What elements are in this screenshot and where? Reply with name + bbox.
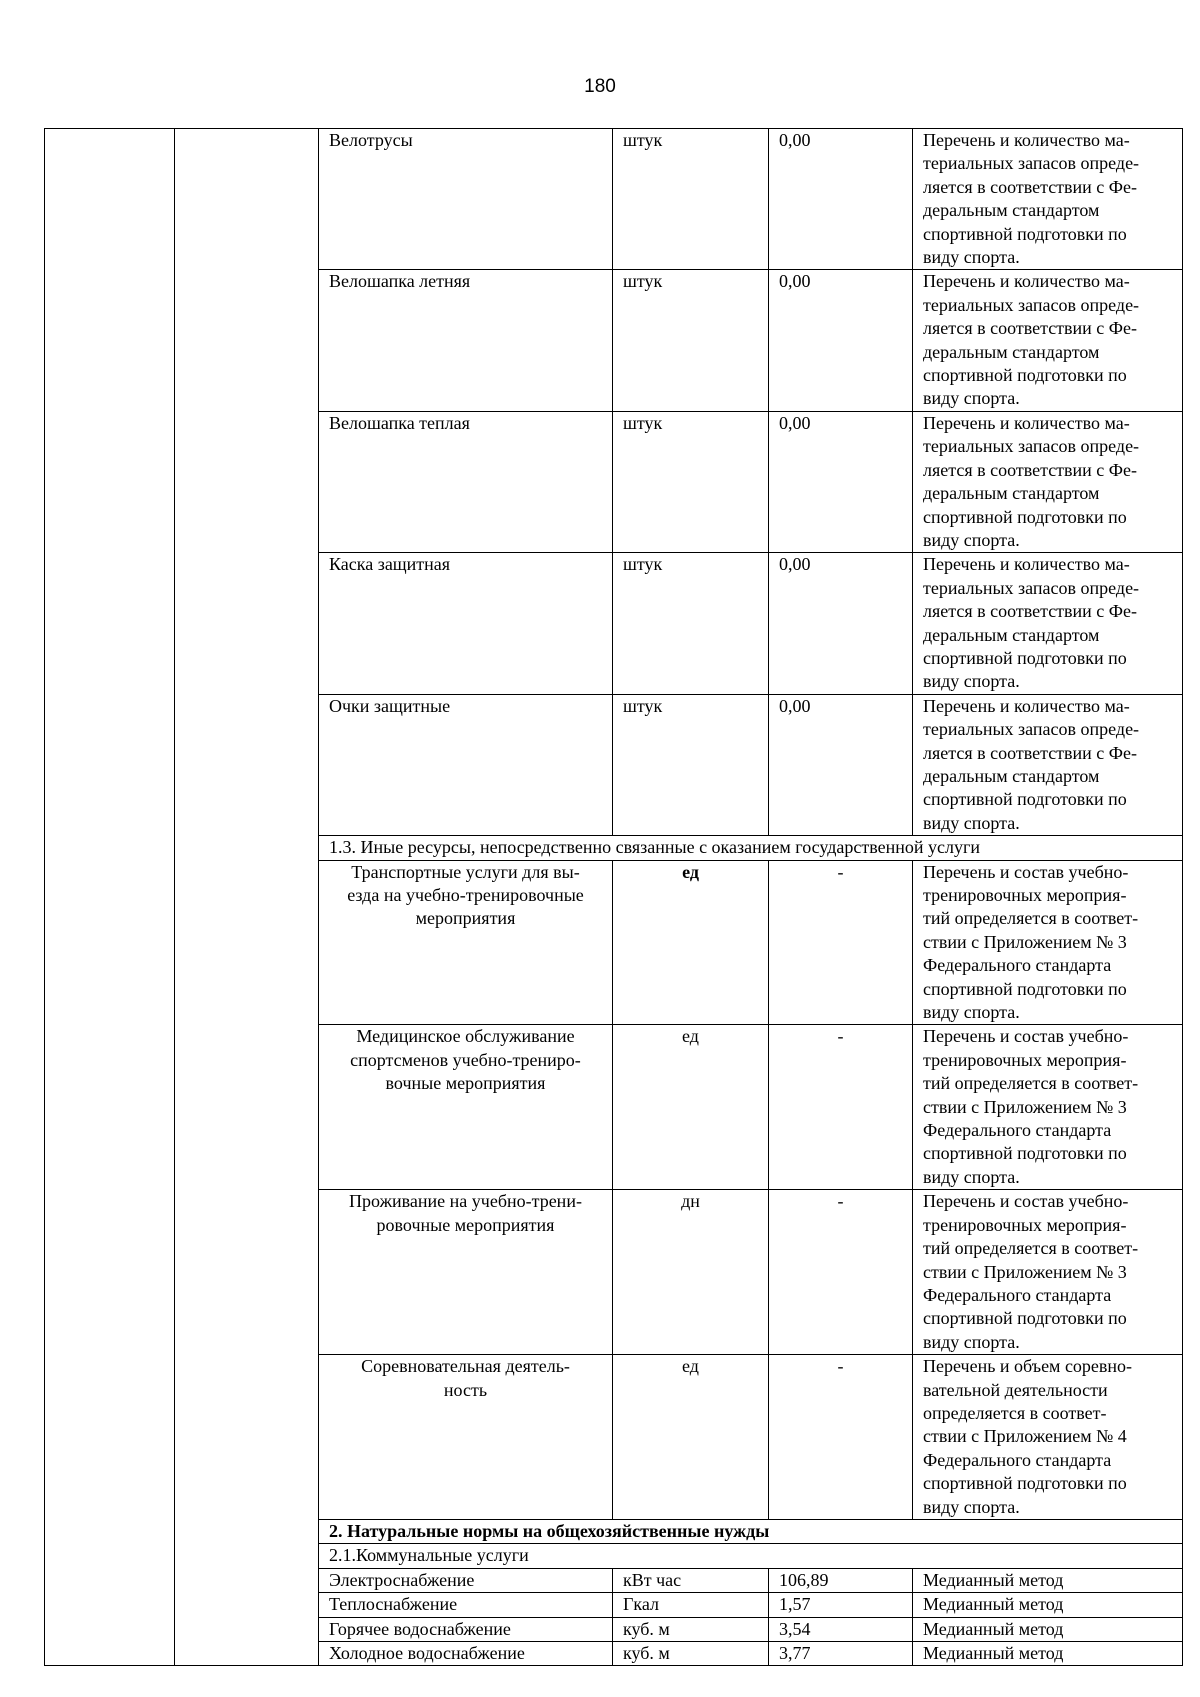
service-unit: ед — [613, 1355, 769, 1520]
empty-cell-col1 — [45, 129, 175, 1666]
service-note: Перечень и состав учебно- тренировочных мероприя- тий определяется в соответ- ствии с Приложением № 3 Федерального стандарта спортивной подготовки по виду спорта. — [913, 1025, 1183, 1190]
utility-name: Теплоснабжение — [319, 1593, 613, 1617]
utility-value: 1,57 — [769, 1593, 913, 1617]
utility-method: Медианный метод — [913, 1568, 1183, 1592]
utility-name: Электроснабжение — [319, 1568, 613, 1592]
page-number: 180 — [584, 76, 616, 97]
norms-table — [44, 128, 1183, 1666]
resource-unit: штук — [613, 411, 769, 552]
resource-note: Перечень и количество ма- териальных запасов опреде- ляется в соответствии с Фе- деральным стандартом спортивной подготовки по виду спорта. — [913, 553, 1183, 694]
service-value: - — [769, 860, 913, 1025]
service-name: Медицинское обслуживание спортсменов учебно-трениро- вочные мероприятия — [319, 1025, 613, 1190]
utility-unit: куб. м — [613, 1642, 769, 1666]
resource-name: Велошапка теплая — [319, 411, 613, 552]
resource-note: Перечень и количество ма- териальных запасов опреде- ляется в соответствии с Фе- деральным стандартом спортивной подготовки по виду спорта. — [913, 129, 1183, 270]
utility-method: Медианный метод — [913, 1642, 1183, 1666]
resource-value: 0,00 — [769, 129, 913, 270]
resource-value: 0,00 — [769, 694, 913, 835]
resource-unit: штук — [613, 553, 769, 694]
section-2-1-heading: 2.1.Коммунальные услуги — [319, 1544, 1183, 1568]
utility-name: Горячее водоснабжение — [319, 1617, 613, 1641]
resource-unit: штук — [613, 270, 769, 411]
service-unit: ед — [613, 1025, 769, 1190]
service-unit: дн — [613, 1190, 769, 1355]
service-name: Транспортные услуги для вы- езда на учебно-тренировочные мероприятия — [319, 860, 613, 1025]
resource-value: 0,00 — [769, 270, 913, 411]
service-value: - — [769, 1355, 913, 1520]
resource-unit: штук — [613, 694, 769, 835]
utility-unit: куб. м — [613, 1617, 769, 1641]
service-note: Перечень и объем соревно- вательной деятельности определяется в соответ- ствии с Приложением № 4 Федерального стандарта спортивной подготовки по виду спорта. — [913, 1355, 1183, 1520]
resource-value: 0,00 — [769, 411, 913, 552]
resource-name: Велотрусы — [319, 129, 613, 270]
empty-cell-col2 — [175, 129, 319, 1666]
utility-method: Медианный метод — [913, 1593, 1183, 1617]
utility-name: Холодное водоснабжение — [319, 1642, 613, 1666]
resource-name: Очки защитные — [319, 694, 613, 835]
service-unit: ед — [613, 860, 769, 1025]
utility-unit: Гкал — [613, 1593, 769, 1617]
resource-value: 0,00 — [769, 553, 913, 694]
resource-name: Каска защитная — [319, 553, 613, 694]
section-1-3-heading: 1.3. Иные ресурсы, непосредственно связанные с оказанием государственной услуги — [319, 836, 1183, 860]
service-name: Соревновательная деятель- ность — [319, 1355, 613, 1520]
resource-name: Велошапка летняя — [319, 270, 613, 411]
utility-value: 3,54 — [769, 1617, 913, 1641]
service-value: - — [769, 1190, 913, 1355]
resource-note: Перечень и количество ма- териальных запасов опреде- ляется в соответствии с Фе- деральным стандартом спортивной подготовки по виду спорта. — [913, 411, 1183, 552]
service-name: Проживание на учебно-трени- ровочные мероприятия — [319, 1190, 613, 1355]
service-value: - — [769, 1025, 913, 1190]
utility-value: 106,89 — [769, 1568, 913, 1592]
table-row — [45, 129, 1183, 270]
resource-note: Перечень и количество ма- териальных запасов опреде- ляется в соответствии с Фе- деральным стандартом спортивной подготовки по виду спорта. — [913, 694, 1183, 835]
utility-value: 3,77 — [769, 1642, 913, 1666]
utility-unit: кВт час — [613, 1568, 769, 1592]
resource-unit: штук — [613, 129, 769, 270]
service-note: Перечень и состав учебно- тренировочных мероприя- тий определяется в соответ- ствии с Приложением № 3 Федерального стандарта спортивной подготовки по виду спорта. — [913, 1190, 1183, 1355]
utility-method: Медианный метод — [913, 1617, 1183, 1641]
resource-note: Перечень и количество ма- териальных запасов опреде- ляется в соответствии с Фе- деральным стандартом спортивной подготовки по виду спорта. — [913, 270, 1183, 411]
service-note: Перечень и состав учебно- тренировочных мероприя- тий определяется в соответ- ствии с Приложением № 3 Федерального стандарта спортивной подготовки по виду спорта. — [913, 860, 1183, 1025]
section-2-heading: 2. Натуральные нормы на общехозяйственные нужды — [319, 1519, 1183, 1543]
